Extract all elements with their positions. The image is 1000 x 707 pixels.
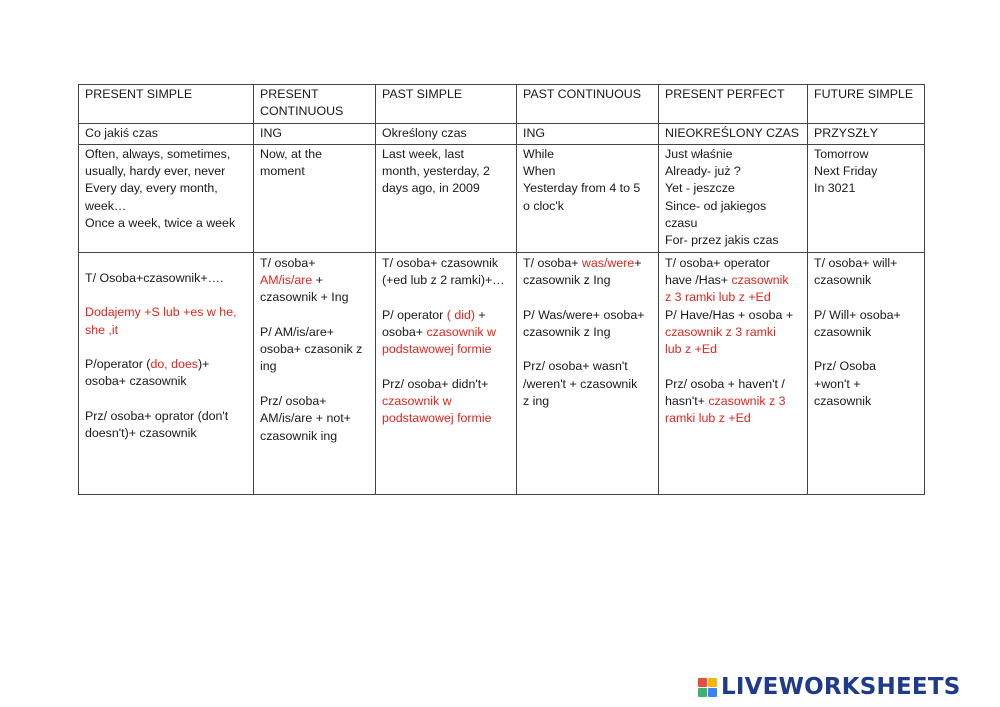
forms-present-continuous: T/ osoba+ AM/is/are + czasownik + Ing P/ AM/is/are+ osoba+ czasonik z ing Prz/ osoba+ AM/is/are + not+ czasownik ing: [254, 252, 376, 494]
header-future-simple: FUTURE SIMPLE: [808, 85, 925, 124]
time-expressions-present-simple: Often, always, sometimes, usually, hardy ever, never Every day, every month, week… Once a week, twice a week: [79, 144, 254, 252]
header-present-continuous: PRESENT CONTINUOUS: [254, 85, 376, 124]
type-cell: PRZYSZŁY: [808, 123, 925, 144]
header-present-perfect: PRESENT PERFECT: [659, 85, 808, 124]
forms-row: [79, 252, 925, 494]
forms-future-simple: T/ osoba+ will+ czasownik P/ Will+ osoba+ czasownik Prz/ Osoba +won't + czasownik: [808, 252, 925, 494]
type-cell: ING: [254, 123, 376, 144]
forms-present-simple: T/ Osoba+czasownik+…. Dodajemy +S lub +es w he, she ,it P/operator (do, does)+ osoba+ czasownik Prz/ osoba+ oprator (don't doesn't)+ czasownik: [79, 252, 254, 494]
forms-past-continuous: T/ osoba+ was/were+ czasownik z Ing P/ Was/were+ osoba+ czasownik z Ing Prz/ osoba+ wasn't /weren't + czasownik z ing: [517, 252, 659, 494]
logo-text: LIVEWORKSHEETS: [721, 674, 961, 700]
logo-square-icon: [708, 688, 717, 697]
time-expressions-present-continuous: Now, at the moment: [254, 144, 376, 252]
tenses-table: [78, 84, 925, 495]
liveworksheets-logo: [698, 674, 960, 700]
forms-past-simple: T/ osoba+ czasownik (+ed lub z 2 ramki)+… P/ operator ( did) + osoba+ czasownik w podstawowej formie Prz/ osoba+ didn't+ czasownik w podstawowej formie: [376, 252, 517, 494]
logo-square-icon: [698, 688, 707, 697]
forms-present-perfect: T/ osoba+ operator have /Has+ czasownik z 3 ramki lub z +Ed P/ Have/Has + osoba + czasownik z 3 ramki lub z +Ed Prz/ osoba + haven't / hasn't+ czasownik z 3 ramki lub z +Ed: [659, 252, 808, 494]
header-row: [79, 85, 925, 124]
header-past-continuous: PAST CONTINUOUS: [517, 85, 659, 124]
liveworksheets-logo-icon: [698, 678, 717, 697]
type-row: [79, 123, 925, 144]
type-cell: Określony czas: [376, 123, 517, 144]
logo-square-icon: [698, 678, 707, 687]
time-expressions-row: [79, 144, 925, 252]
time-expressions-past-simple: Last week, last month, yesterday, 2 days ago, in 2009: [376, 144, 517, 252]
time-expressions-past-continuous: While When Yesterday from 4 to 5 o cloc'k: [517, 144, 659, 252]
time-expressions-present-perfect: Just właśnie Already- już ? Yet - jeszcze Since- od jakiegos czasu For- przez jakis czas: [659, 144, 808, 252]
logo-square-icon: [708, 678, 717, 687]
header-present-simple: PRESENT SIMPLE: [79, 85, 254, 124]
type-cell: ING: [517, 123, 659, 144]
header-past-simple: PAST SIMPLE: [376, 85, 517, 124]
time-expressions-future-simple: Tomorrow Next Friday In 3021: [808, 144, 925, 252]
type-cell: NIEOKREŚLONY CZAS: [659, 123, 808, 144]
type-cell: Co jakiś czas: [79, 123, 254, 144]
